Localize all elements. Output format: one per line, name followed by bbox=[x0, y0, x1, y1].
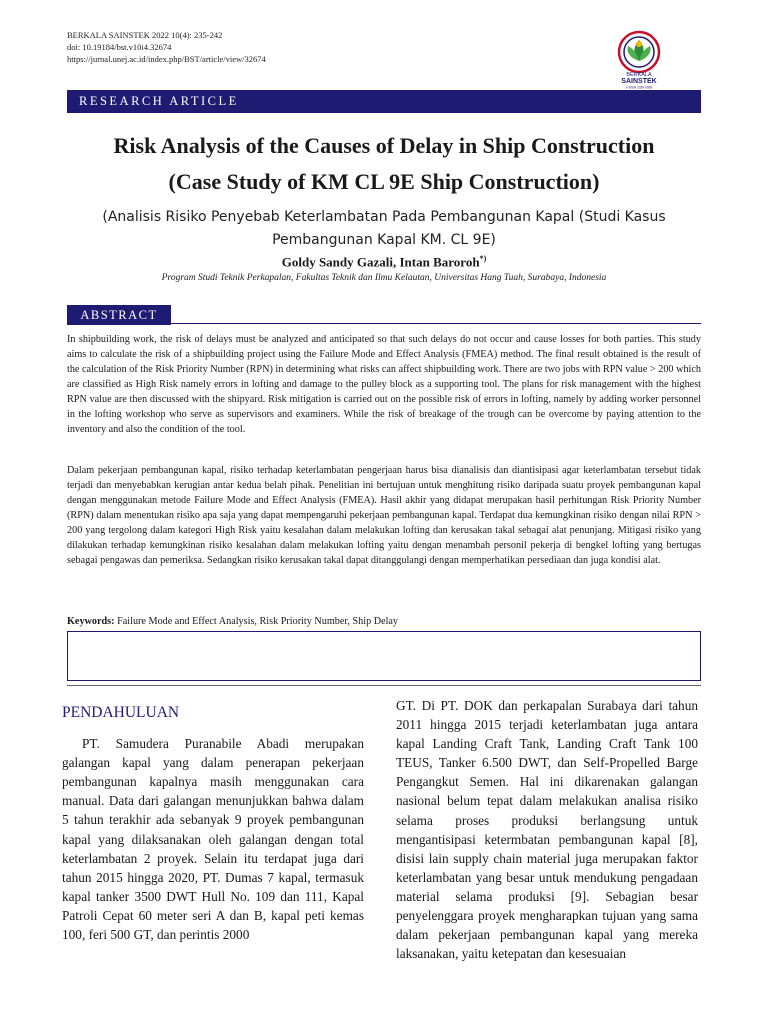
info-box bbox=[67, 631, 701, 681]
subtitle-line-1: (Analisis Risiko Penyebab Keterlambatan Pada Pembangunan Kapal (Studi Kasus bbox=[102, 209, 666, 225]
journal-logo bbox=[614, 30, 664, 90]
author-list bbox=[40, 254, 728, 270]
keywords-line bbox=[67, 614, 398, 629]
subtitle-line-2: Pembangunan Kapal KM. CL 9E) bbox=[272, 232, 496, 248]
abstract-label: ABSTRACT bbox=[67, 305, 171, 325]
journal-doi[interactable]: doi: 10.19184/bst.v10i4.32674 bbox=[67, 42, 172, 52]
logo-issn-text: e-ISSN 2339-0069 bbox=[625, 85, 653, 90]
journal-citation: BERKALA SAINSTEK 2022 10(4): 235-242 bbox=[67, 30, 223, 40]
title-line-1: Risk Analysis of the Causes of Delay in Ship Construction bbox=[113, 133, 655, 158]
body-column-left bbox=[62, 703, 364, 944]
abstract-english: In shipbuilding work, the risk of delays must be analyzed and anticipated so that such delays do not occur and cause losses for both parties. This study aims to calculate the risk of a shipbuilding project using the Failure Mode and Effect Analysis (FMEA) method. The final result obtained is the result of the calculation of the Risk Priority Number (RPN) in determining what risks can affect shipbuilding work. There are two jobs with RPN value > 200 which are classified as High Risk namely errors in lofting and damage to the pulley block as a supporting tool. The plans for risk management with the highest RPN value are then discussed with the shipyard. Risk mitigation is carried out on the possible risk of errors in lofting, namely by adding worker personnel in the lofting workshop who serve as supervisors and examiners. While the risk of breakage of the trough can be overcome by paying attention to the inventory and also the condition of the tool. bbox=[67, 334, 701, 435]
body-paragraph-right: GT. Di PT. DOK dan perkapalan Surabaya dari tahun 2011 hingga 2015 terjadi keterlambatan juga antara kapal Landing Craft Tank, Landing Craft Tank 100 TEUS, Tanker 6.500 DWT, dan Self-Propelled Barge Pengangkut Semen. Hal ini dikarenakan galangan nasional belum tepat dalam melakukan analisa risiko selama proses produksi berlangsung untuk mengantisipasi ketermbatan pembangunan kapal [8], disisi lain supply chain material juga merupakan faktor keterlambatan yang besar untuk mendukung pengadaan material selama produksi [9]. Sebagian besar penyelenggara proyek mengharapkan tujuan yang sama dalam pekerjaan pembangunan kapal yang mereka laksanakan, yaitu ketepatan dan kesesuaian bbox=[396, 698, 698, 962]
body-paragraph-left: PT. Samudera Puranabile Abadi merupakan galangan kapal yang dalam penerapan pekerjaan pembangunan kapalnya masih menggunakan cara manual. Data dari galangan menunjukkan bahwa dalam 5 tahun terakhir ada sebanyak 9 proyek pembangunan kapal yang dilaksanakan oleh galangan dengan total keterlambatan 2 proyek. Selain itu terdapat juga dari tahun 2015 hingga 2020, PT. Dumas 7 kapal, termasuk kapal tanker 3500 DWT Hull No. 109 dan 111, Kapal Patroli Cepat 60 meter seri A dan B, kapal peti kemas 100, feri 500 GT, dan perintis 2000 bbox=[62, 736, 364, 943]
journal-meta bbox=[67, 29, 266, 65]
section-divider bbox=[67, 685, 701, 686]
journal-url[interactable]: https://jurnal.unej.ac.id/index.php/BST/article/view/32674 bbox=[67, 54, 266, 64]
author-names: Goldy Sandy Gazali, Intan Baroroh bbox=[281, 254, 480, 270]
affiliation: Program Studi Teknik Perkapalan, Fakultas Teknik dan Ilmu Kelautan, Universitas Hang Tuah, Surabaya, Indonesia bbox=[161, 273, 607, 283]
body-column-right bbox=[396, 696, 698, 963]
abstract-header bbox=[67, 305, 701, 325]
abstract-indonesian: Dalam pekerjaan pembangunan kapal, risiko terhadap keterlambatan pengerjaan harus bisa dianalisis dan diantisipasi agar keterlambatan tersebut tidak terjadi dan menyebabkan kerugian antar kedua belah pihak. Penelitian ini bertujuan untuk menghitung risiko daripada suatu proyek pembangunan kapal dengan menggunakan metode Failure Mode and Effect Analysis (FMEA). Hasil akhir yang didapat merupakan hasil perhitungan Risk Priority Number (RPN) dalam menentukan risiko apa saja yang dapat mempengaruhi pekerjaan pembangunan kapal. Terdapat dua kemungkinan risiko dengan nilai RPN > 200 yang tergolong dalam kategori High Risk yaitu kesalahan dalam melakukan lofting dan kerusakan takal sebagai alat penunjang. Mitigasi risiko yang dilakukan terhadap kemungkinan risiko kesalahan dalam melakukan lofting yaitu dengan menambah personil pekerja di bengkel lofting yang bertugas sebagai pengawas dan pemeriksa. Sedangkan risiko kerusakan takal dapat ditanggulangi dengan memperhatikan persediaan dan juga kondisi alat. bbox=[67, 465, 701, 566]
section-heading: PENDAHULUAN bbox=[62, 704, 180, 721]
keywords-label: Keywords: bbox=[67, 616, 115, 627]
logo-main-text: SAINSTEK bbox=[621, 78, 657, 85]
title-line-2: (Case Study of KM CL 9E Ship Construction) bbox=[168, 169, 600, 194]
article-type-banner bbox=[67, 90, 701, 113]
paper-subtitle bbox=[80, 206, 688, 252]
logo-top-text: BERKALA bbox=[626, 72, 652, 78]
keywords-text: Failure Mode and Effect Analysis, Risk Priority Number, Ship Delay bbox=[117, 616, 399, 627]
corresponding-mark: *) bbox=[479, 254, 487, 263]
article-type-label: RESEARCH ARTICLE bbox=[79, 94, 239, 108]
paper-title bbox=[40, 128, 728, 200]
